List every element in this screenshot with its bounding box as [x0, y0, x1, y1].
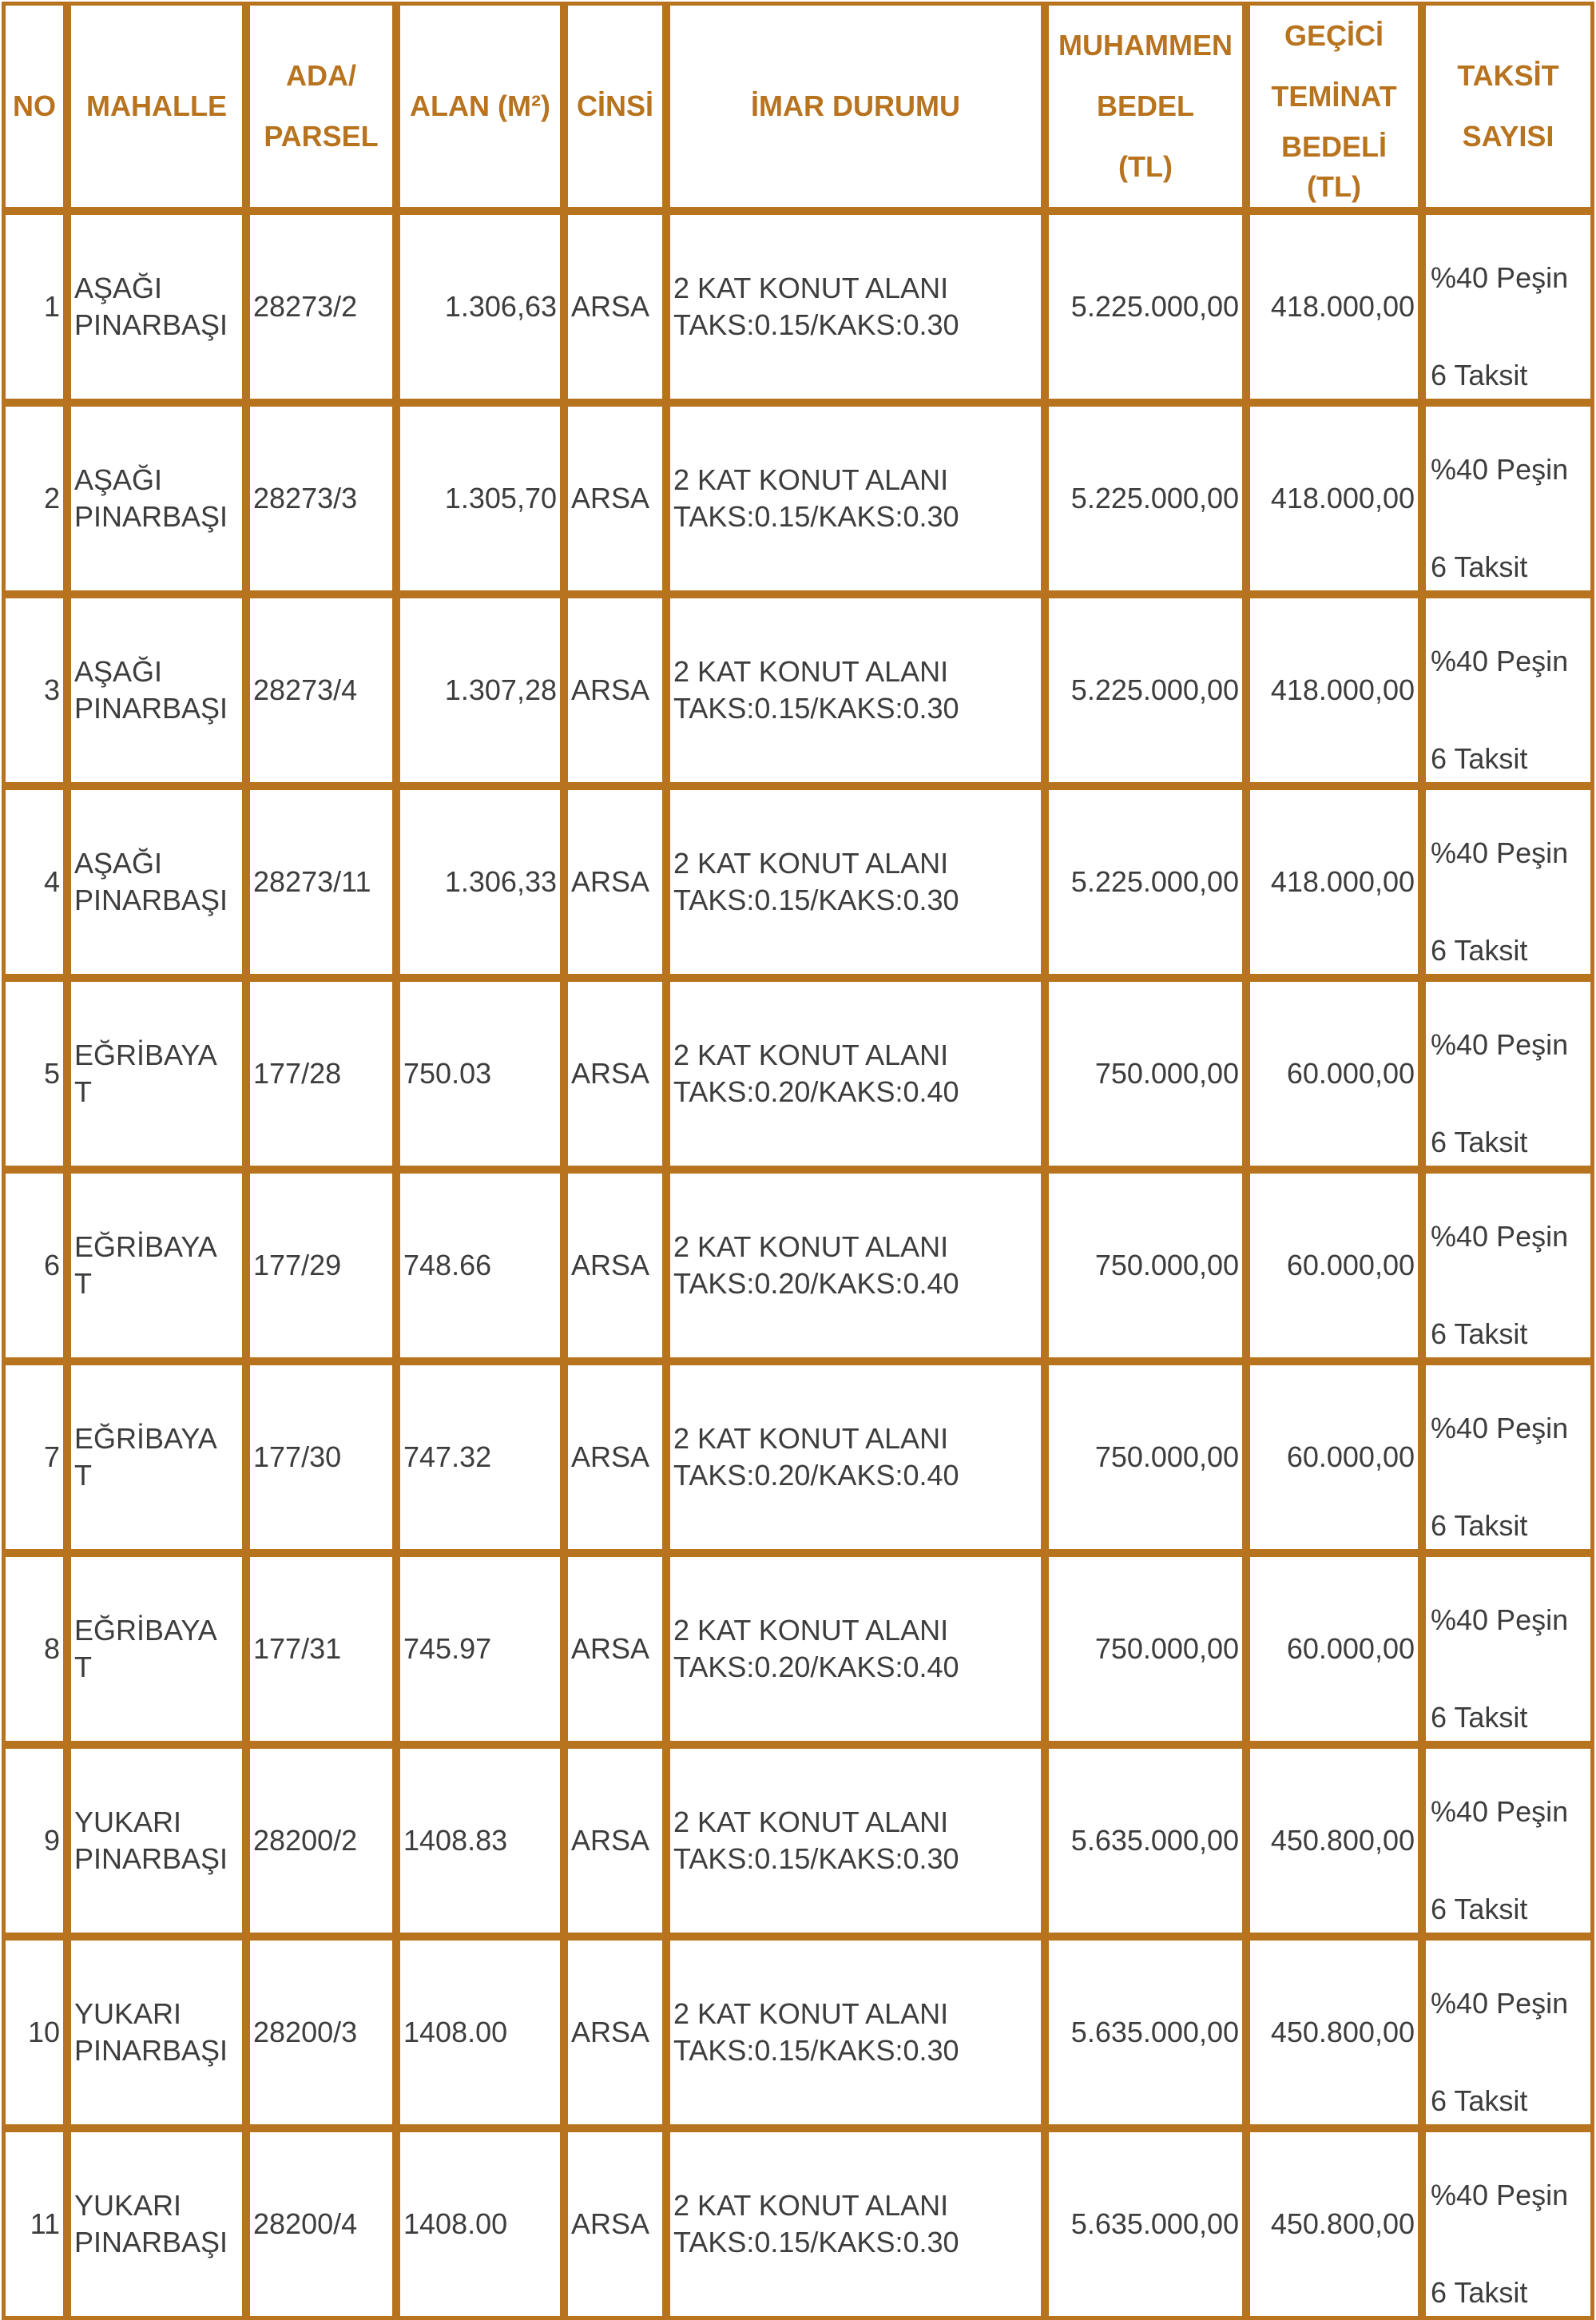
- taksit-pesin: %40 Peşin: [1431, 836, 1569, 869]
- cell-imar-durumu: 2 KAT KONUT ALANI TAKS:0.15/KAKS:0.30: [666, 1745, 1045, 1937]
- taksit-pesin: %40 Peşin: [1431, 261, 1569, 294]
- cell-mahalle: AŞAĞI PINARBAŞI: [67, 594, 246, 786]
- taksit-pesin: %40 Peşin: [1431, 1028, 1569, 1061]
- cell-no: 4: [2, 786, 67, 978]
- cell-gecici-teminat: 450.800,00: [1246, 1937, 1422, 2128]
- cell-mahalle: AŞAĞI PINARBAŞI: [67, 211, 246, 403]
- cell-mahalle: EĞRİBAYA T: [67, 1553, 246, 1745]
- cell-gecici-teminat: 60.000,00: [1246, 1553, 1422, 1745]
- cell-gecici-teminat: 60.000,00: [1246, 1361, 1422, 1553]
- cell-alan: 1.306,33: [396, 786, 564, 978]
- cell-cinsi: ARSA: [564, 1553, 666, 1745]
- cell-mahalle: YUKARI PINARBAŞI: [67, 1937, 246, 2128]
- cell-ada-parsel: 28273/2: [246, 211, 396, 403]
- taksit-pesin: %40 Peşin: [1431, 645, 1569, 677]
- cell-cinsi: ARSA: [564, 594, 666, 786]
- cell-cinsi: ARSA: [564, 211, 666, 403]
- cell-ada-parsel: 28200/2: [246, 1745, 396, 1937]
- cell-cinsi: ARSA: [564, 1361, 666, 1553]
- taksit-pesin: %40 Peşin: [1431, 453, 1569, 486]
- cell-muhammen-bedel: 5.225.000,00: [1045, 403, 1246, 594]
- taksit-count: 6 Taksit: [1431, 2084, 1528, 2117]
- cell-muhammen-bedel: 750.000,00: [1045, 1361, 1246, 1553]
- cell-taksit-sayisi: [1422, 1361, 1594, 1553]
- table-row: [2, 2128, 1594, 2320]
- cell-gecici-teminat: 418.000,00: [1246, 594, 1422, 786]
- taksit-count: 6 Taksit: [1431, 1893, 1528, 1925]
- taksit-pesin: %40 Peşin: [1431, 1220, 1569, 1253]
- taksit-count: 6 Taksit: [1431, 934, 1528, 967]
- cell-ada-parsel: 177/31: [246, 1553, 396, 1745]
- header-taksit-sayisi: TAKSİT SAYISI: [1422, 2, 1594, 211]
- cell-muhammen-bedel: 750.000,00: [1045, 978, 1246, 1170]
- taksit-count: 6 Taksit: [1431, 742, 1528, 775]
- cell-taksit-sayisi: [1422, 594, 1594, 786]
- taksit-count: 6 Taksit: [1431, 1126, 1528, 1158]
- cell-taksit-sayisi: [1422, 1170, 1594, 1361]
- cell-ada-parsel: 28273/4: [246, 594, 396, 786]
- table-row: [2, 786, 1594, 978]
- cell-gecici-teminat: 450.800,00: [1246, 2128, 1422, 2320]
- cell-gecici-teminat: 450.800,00: [1246, 1745, 1422, 1937]
- cell-alan: 1.306,63: [396, 211, 564, 403]
- cell-muhammen-bedel: 5.225.000,00: [1045, 594, 1246, 786]
- cell-alan: 747.32: [396, 1361, 564, 1553]
- header-no: NO: [2, 2, 67, 211]
- cell-mahalle: YUKARI PINARBAŞI: [67, 2128, 246, 2320]
- cell-imar-durumu: 2 KAT KONUT ALANI TAKS:0.15/KAKS:0.30: [666, 786, 1045, 978]
- cell-no: 7: [2, 1361, 67, 1553]
- header-muhammen-bedel: MUHAMMEN BEDEL (TL): [1045, 2, 1246, 211]
- cell-imar-durumu: 2 KAT KONUT ALANI TAKS:0.15/KAKS:0.30: [666, 403, 1045, 594]
- table-row: [2, 1937, 1594, 2128]
- cell-gecici-teminat: 418.000,00: [1246, 786, 1422, 978]
- taksit-pesin: %40 Peşin: [1431, 1795, 1569, 1828]
- taksit-count: 6 Taksit: [1431, 1509, 1528, 1542]
- table-row: [2, 594, 1594, 786]
- cell-alan: 750.03: [396, 978, 564, 1170]
- cell-no: 11: [2, 2128, 67, 2320]
- cell-taksit-sayisi: [1422, 2128, 1594, 2320]
- header-row: [2, 2, 1594, 211]
- cell-imar-durumu: 2 KAT KONUT ALANI TAKS:0.15/KAKS:0.30: [666, 2128, 1045, 2320]
- cell-no: 3: [2, 594, 67, 786]
- cell-imar-durumu: 2 KAT KONUT ALANI TAKS:0.15/KAKS:0.30: [666, 211, 1045, 403]
- cell-alan: 1.307,28: [396, 594, 564, 786]
- cell-taksit-sayisi: [1422, 1553, 1594, 1745]
- cell-taksit-sayisi: [1422, 403, 1594, 594]
- cell-mahalle: EĞRİBAYA T: [67, 978, 246, 1170]
- cell-taksit-sayisi: [1422, 978, 1594, 1170]
- cell-mahalle: AŞAĞI PINARBAŞI: [67, 786, 246, 978]
- cell-ada-parsel: 28273/11: [246, 786, 396, 978]
- cell-alan: 748.66: [396, 1170, 564, 1361]
- cell-taksit-sayisi: [1422, 211, 1594, 403]
- cell-taksit-sayisi: [1422, 1745, 1594, 1937]
- cell-mahalle: AŞAĞI PINARBAŞI: [67, 403, 246, 594]
- cell-muhammen-bedel: 5.225.000,00: [1045, 211, 1246, 403]
- header-ada-parsel: ADA/ PARSEL: [246, 2, 396, 211]
- cell-alan: 1408.00: [396, 2128, 564, 2320]
- cell-mahalle: EĞRİBAYA T: [67, 1361, 246, 1553]
- cell-cinsi: ARSA: [564, 403, 666, 594]
- cell-no: 2: [2, 403, 67, 594]
- cell-muhammen-bedel: 750.000,00: [1045, 1553, 1246, 1745]
- taksit-pesin: %40 Peşin: [1431, 2179, 1569, 2211]
- taksit-count: 6 Taksit: [1431, 1701, 1528, 1734]
- cell-ada-parsel: 28273/3: [246, 403, 396, 594]
- cell-no: 9: [2, 1745, 67, 1937]
- cell-muhammen-bedel: 5.635.000,00: [1045, 2128, 1246, 2320]
- cell-no: 6: [2, 1170, 67, 1361]
- taksit-pesin: %40 Peşin: [1431, 1603, 1569, 1636]
- cell-cinsi: ARSA: [564, 786, 666, 978]
- cell-imar-durumu: 2 KAT KONUT ALANI TAKS:0.15/KAKS:0.30: [666, 1937, 1045, 2128]
- table-row: [2, 1745, 1594, 1937]
- cell-no: 5: [2, 978, 67, 1170]
- cell-muhammen-bedel: 5.635.000,00: [1045, 1745, 1246, 1937]
- cell-cinsi: ARSA: [564, 1170, 666, 1361]
- cell-ada-parsel: 177/28: [246, 978, 396, 1170]
- cell-gecici-teminat: 418.000,00: [1246, 403, 1422, 594]
- cell-mahalle: YUKARI PINARBAŞI: [67, 1745, 246, 1937]
- table-row: [2, 403, 1594, 594]
- cell-cinsi: ARSA: [564, 1937, 666, 2128]
- table-row: [2, 1553, 1594, 1745]
- cell-taksit-sayisi: [1422, 786, 1594, 978]
- cell-imar-durumu: 2 KAT KONUT ALANI TAKS:0.20/KAKS:0.40: [666, 1553, 1045, 1745]
- cell-no: 8: [2, 1553, 67, 1745]
- cell-imar-durumu: 2 KAT KONUT ALANI TAKS:0.20/KAKS:0.40: [666, 1170, 1045, 1361]
- cell-no: 10: [2, 1937, 67, 2128]
- cell-cinsi: ARSA: [564, 2128, 666, 2320]
- taksit-count: 6 Taksit: [1431, 1317, 1528, 1350]
- cell-alan: 1408.83: [396, 1745, 564, 1937]
- cell-imar-durumu: 2 KAT KONUT ALANI TAKS:0.20/KAKS:0.40: [666, 1361, 1045, 1553]
- cell-muhammen-bedel: 5.225.000,00: [1045, 786, 1246, 978]
- taksit-pesin: %40 Peşin: [1431, 1987, 1569, 2020]
- cell-alan: 1408.00: [396, 1937, 564, 2128]
- cell-gecici-teminat: 60.000,00: [1246, 1170, 1422, 1361]
- cell-cinsi: ARSA: [564, 978, 666, 1170]
- header-alan: ALAN (M²): [396, 2, 564, 211]
- cell-muhammen-bedel: 5.635.000,00: [1045, 1937, 1246, 2128]
- cell-alan: 745.97: [396, 1553, 564, 1745]
- taksit-count: 6 Taksit: [1431, 550, 1528, 583]
- cell-gecici-teminat: 418.000,00: [1246, 211, 1422, 403]
- header-imar-durumu: İMAR DURUMU: [666, 2, 1045, 211]
- table-row: [2, 211, 1594, 403]
- taksit-count: 6 Taksit: [1431, 359, 1528, 391]
- cell-ada-parsel: 28200/4: [246, 2128, 396, 2320]
- table-row: [2, 1361, 1594, 1553]
- taksit-pesin: %40 Peşin: [1431, 1412, 1569, 1444]
- cell-no: 1: [2, 211, 67, 403]
- cell-gecici-teminat: 60.000,00: [1246, 978, 1422, 1170]
- cell-mahalle: EĞRİBAYA T: [67, 1170, 246, 1361]
- header-gecici-teminat: GEÇİCİ TEMİNAT BEDELİ (TL): [1246, 2, 1422, 211]
- cell-ada-parsel: 177/29: [246, 1170, 396, 1361]
- cell-imar-durumu: 2 KAT KONUT ALANI TAKS:0.15/KAKS:0.30: [666, 594, 1045, 786]
- header-mahalle: MAHALLE: [67, 2, 246, 211]
- taksit-count: 6 Taksit: [1431, 2276, 1528, 2309]
- cell-muhammen-bedel: 750.000,00: [1045, 1170, 1246, 1361]
- cell-alan: 1.305,70: [396, 403, 564, 594]
- cell-taksit-sayisi: [1422, 1937, 1594, 2128]
- parcel-auction-table: [2, 2, 1594, 2320]
- table-row: [2, 1170, 1594, 1361]
- table-row: [2, 978, 1594, 1170]
- cell-imar-durumu: 2 KAT KONUT ALANI TAKS:0.20/KAKS:0.40: [666, 978, 1045, 1170]
- cell-ada-parsel: 177/30: [246, 1361, 396, 1553]
- cell-ada-parsel: 28200/3: [246, 1937, 396, 2128]
- header-cinsi: CİNSİ: [564, 2, 666, 211]
- cell-cinsi: ARSA: [564, 1745, 666, 1937]
